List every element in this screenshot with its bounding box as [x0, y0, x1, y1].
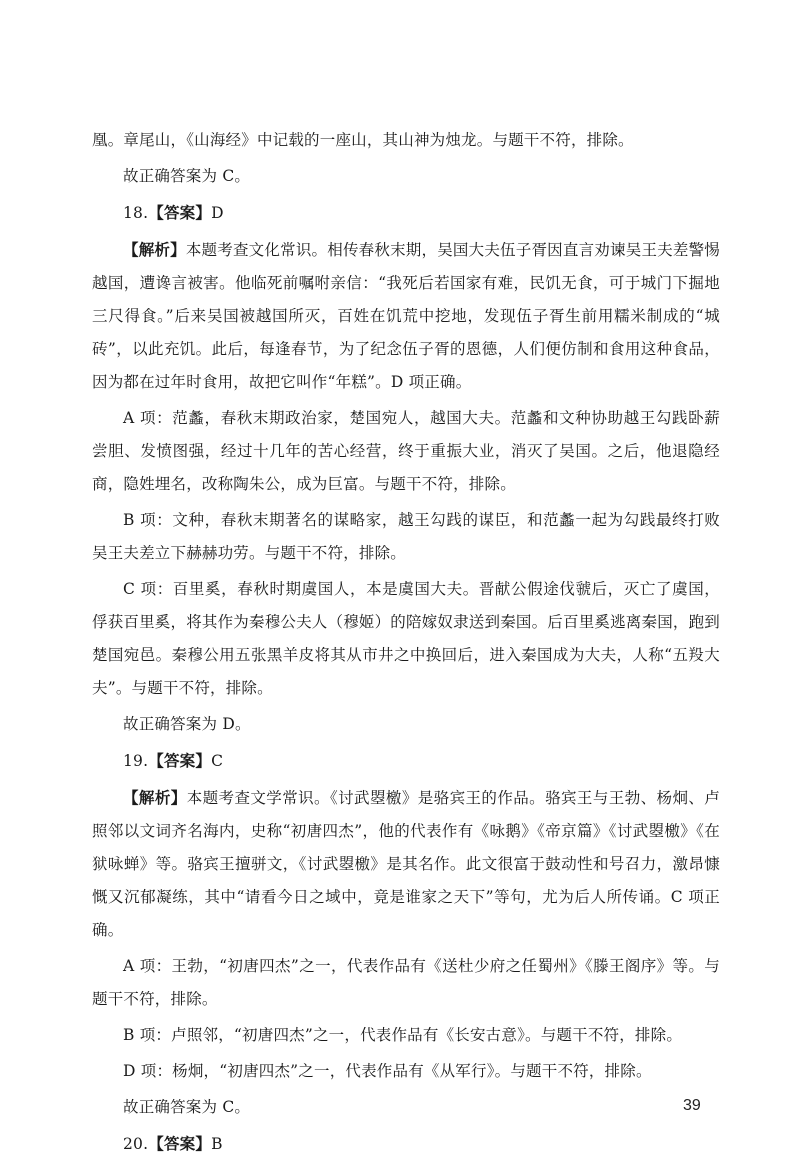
paragraph-text: 20. [123, 1135, 149, 1153]
label-tag: 【解析】 [123, 788, 187, 807]
paragraph [92, 504, 720, 570]
label-tag: 【答案】 [148, 203, 212, 222]
paragraph-text: B 项：文种，春秋末期著名的谋略家，越王勾践的谋臣，和范蠡一起为勾践最终打败吴王夫差立下赫赫功劳。与题干不符，排除。 [92, 511, 720, 562]
paragraph-text: B 项：卢照邻，“初唐四杰”之一，代表作品有《长安古意》。与题干不符，排除。 [123, 1026, 683, 1044]
label-tag: 【答案】 [148, 1134, 212, 1153]
paragraph-text: B [211, 1135, 223, 1153]
paragraph [92, 950, 720, 1016]
paragraph [92, 1127, 720, 1161]
paragraph [92, 1019, 720, 1052]
paragraph-text: 19. [123, 752, 149, 770]
paragraph [92, 233, 720, 399]
paragraph [92, 196, 720, 230]
paragraph [92, 1091, 720, 1124]
paragraph [92, 124, 720, 157]
paragraph [92, 1055, 720, 1088]
paragraph-text: 故正确答案为 C。 [123, 1098, 251, 1116]
paragraph [92, 160, 720, 193]
paragraph-text: 故正确答案为 D。 [123, 715, 251, 733]
paragraph-text: C [211, 752, 224, 770]
paragraph [92, 573, 720, 705]
paragraph-text: 18. [123, 204, 149, 222]
paragraph-text: 凰。章尾山，《山海经》中记载的一座山，其山神为烛龙。与题干不符，排除。 [92, 131, 634, 149]
paragraph-text: 本题考查文学常识。《讨武曌檄》是骆宾王的作品。骆宾王与王勃、杨炯、卢照邻以文词齐名海内，史称“初唐四杰”，他的代表作有《咏鹅》《帝京篇》《讨武曌檄》《在狱咏蝉》等。骆宾王擅骈文，《讨武曌檄》是其名作。此文很富于鼓动性和号召力，激昂慷慨又沉郁凝练，其中“请看今日之域中，竟是谁家之天下”等句，尤为后人所传诵。C 项正确。 [92, 789, 720, 939]
paragraph-text: 本题考查文化常识。相传春秋末期，吴国大夫伍子胥因直言劝谏吴王夫差警惕越国，遭谗言被害。他临死前嘱咐亲信：“我死后若国家有难，民饥无食，可于城门下掘地三尺得食。”后来吴国被越国所灭，百姓在饥荒中挖地，发现伍子胥生前用糯米制成的“城砖”，以此充饥。此后，每逢春节，为了纪念伍子胥的恩德，人们便仿制和食用这种食品，因为都在过年时食用，故把它叫作“年糕”。D 项正确。 [92, 241, 720, 391]
paragraph [92, 402, 720, 501]
paragraph-text: A 项：王勃，“初唐四杰”之一，代表作品有《送杜少府之任蜀州》《滕王阁序》等。与题干不符，排除。 [92, 957, 720, 1008]
answer-explanations [92, 124, 720, 1164]
paragraph [92, 708, 720, 741]
label-tag: 【答案】 [148, 751, 212, 770]
paragraph [92, 744, 720, 778]
paragraph-text: 故正确答案为 C。 [123, 167, 251, 185]
paragraph [92, 781, 720, 947]
paragraph-text: D 项：杨炯，“初唐四杰”之一，代表作品有《从军行》。与题干不符，排除。 [123, 1062, 652, 1080]
paragraph-text: D [211, 204, 224, 222]
paragraph-text: A 项：范蠡，春秋末期政治家，楚国宛人，越国大夫。范蠡和文种协助越王勾践卧薪尝胆、发愤图强，经过十几年的苦心经营，终于重振大业，消灭了吴国。之后，他退隐经商，隐姓埋名，改称陶朱公，成为巨富。与题干不符，排除。 [92, 409, 720, 493]
page-number: 39 [683, 1097, 701, 1114]
paragraph-text: C 项：百里奚，春秋时期虞国人，本是虞国大夫。晋献公假途伐虢后，灭亡了虞国，俘获百里奚，将其作为秦穆公夫人（穆姬）的陪嫁奴隶送到秦国。后百里奚逃离秦国，跑到楚国宛邑。秦穆公用五张黑羊皮将其从市井之中换回后，进入秦国成为大夫，人称“五羖大夫”。与题干不符，排除。 [92, 580, 721, 697]
label-tag: 【解析】 [123, 240, 186, 259]
